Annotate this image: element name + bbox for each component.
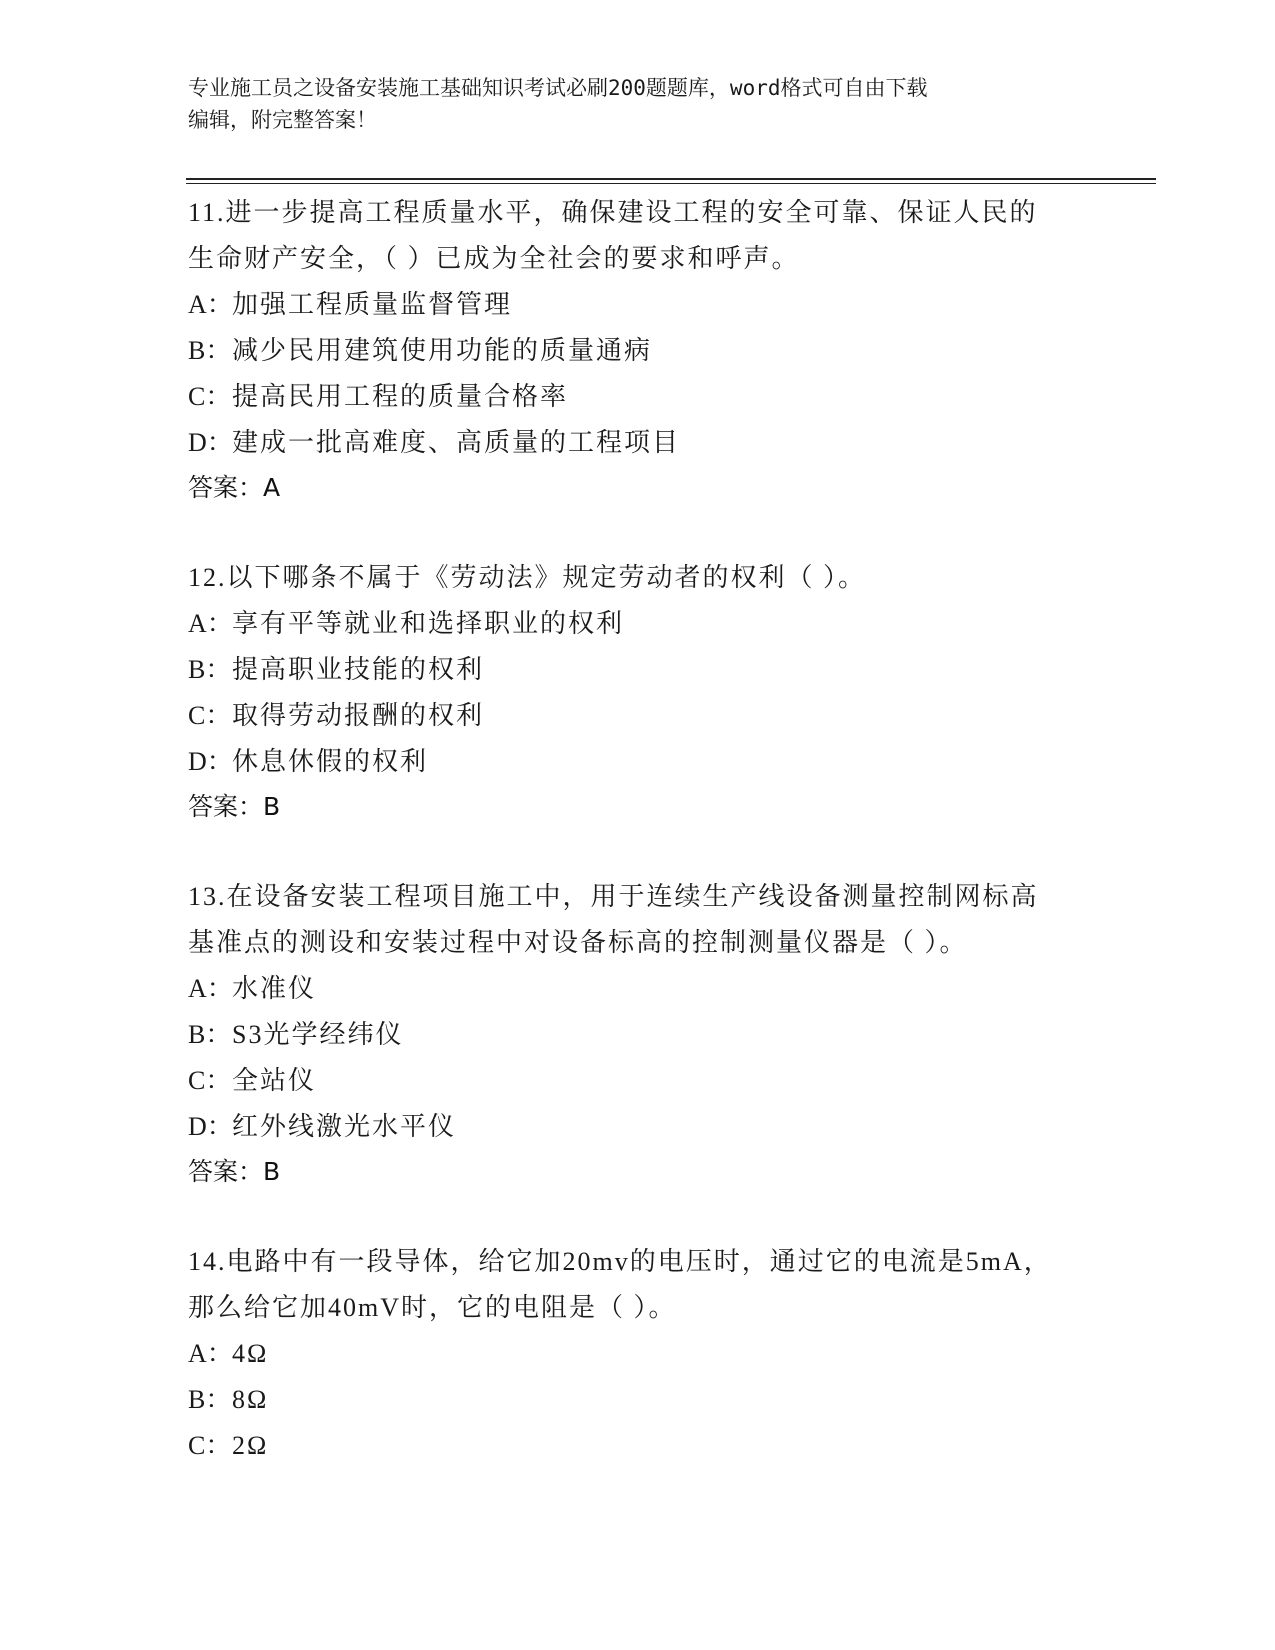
question-stem-line: 基准点的测设和安装过程中对设备标高的控制测量仪器是（ ）。 xyxy=(188,928,968,957)
option-key: A： xyxy=(188,1339,233,1368)
header-line-1: 专业施工员之设备安装施工基础知识考试必刷200题题库，word格式可自由下载 xyxy=(188,76,928,100)
question-list xyxy=(188,190,1088,1514)
option-key: C： xyxy=(188,701,232,730)
question-13 xyxy=(188,874,1088,1194)
option-b xyxy=(188,328,1088,374)
option-text: 享有平等就业和选择职业的权利 xyxy=(232,609,625,638)
answer-line: 答案：A xyxy=(188,473,281,502)
option-key: B： xyxy=(188,1020,232,1049)
option-key: C： xyxy=(188,382,232,411)
option-text: 提高民用工程的质量合格率 xyxy=(232,382,569,411)
option-key: B： xyxy=(188,336,232,365)
question-12 xyxy=(188,555,1088,829)
option-text: 加强工程质量监督管理 xyxy=(232,290,513,319)
option-c xyxy=(188,1423,1088,1469)
option-d xyxy=(188,1104,1088,1150)
question-stem-line: 13.在设备安装工程项目施工中，用于连续生产线设备测量控制网标高 xyxy=(188,882,1039,911)
option-a xyxy=(188,1331,1088,1377)
option-text: 全站仪 xyxy=(232,1066,317,1095)
option-a xyxy=(188,601,1088,647)
option-text: 建成一批高难度、高质量的工程项目 xyxy=(232,428,681,457)
option-key: A： xyxy=(188,290,233,319)
option-text: S3光学经纬仪 xyxy=(232,1020,404,1049)
question-11 xyxy=(188,190,1088,510)
option-b xyxy=(188,1377,1088,1423)
question-14 xyxy=(188,1239,1088,1469)
option-a xyxy=(188,282,1088,328)
header-divider-thick xyxy=(186,178,1156,180)
option-c xyxy=(188,693,1088,739)
header-line-2: 编辑，附完整答案！ xyxy=(188,108,377,132)
option-a xyxy=(188,966,1088,1012)
question-stem-line: 11.进一步提高工程质量水平，确保建设工程的安全可靠、保证人民的 xyxy=(188,198,1038,227)
option-b xyxy=(188,647,1088,693)
answer-line: 答案：B xyxy=(188,792,281,821)
document-header xyxy=(188,72,1088,136)
option-text: 休息休假的权利 xyxy=(232,747,429,776)
option-key: B： xyxy=(188,1385,232,1414)
option-key: D： xyxy=(188,747,233,776)
option-text: 2Ω xyxy=(232,1431,269,1460)
option-text: 水准仪 xyxy=(232,974,317,1003)
option-key: C： xyxy=(188,1431,232,1460)
option-b xyxy=(188,1012,1088,1058)
option-text: 减少民用建筑使用功能的质量通病 xyxy=(232,336,653,365)
option-key: D： xyxy=(188,1112,233,1141)
question-stem-line: 12.以下哪条不属于《劳动法》规定劳动者的权利（ ）。 xyxy=(188,563,867,592)
option-c xyxy=(188,374,1088,420)
option-key: C： xyxy=(188,1066,232,1095)
header-divider-thin xyxy=(186,183,1156,184)
option-text: 8Ω xyxy=(232,1385,269,1414)
option-text: 红外线激光水平仪 xyxy=(232,1112,457,1141)
option-key: A： xyxy=(188,974,233,1003)
question-stem-line: 那么给它加40mV时，它的电阻是（ ）。 xyxy=(188,1293,677,1322)
question-stem-line: 生命财产安全，（ ）已成为全社会的要求和呼声。 xyxy=(188,244,800,273)
option-d xyxy=(188,739,1088,785)
question-stem-line: 14.电路中有一段导体，给它加20mv的电压时，通过它的电流是5mA， xyxy=(188,1247,1052,1276)
option-key: A： xyxy=(188,609,233,638)
option-c xyxy=(188,1058,1088,1104)
option-d xyxy=(188,420,1088,466)
option-key: D： xyxy=(188,428,233,457)
option-text: 提高职业技能的权利 xyxy=(232,655,485,684)
option-text: 4Ω xyxy=(232,1339,269,1368)
option-text: 取得劳动报酬的权利 xyxy=(232,701,485,730)
answer-line: 答案：B xyxy=(188,1157,281,1186)
option-key: B： xyxy=(188,655,232,684)
